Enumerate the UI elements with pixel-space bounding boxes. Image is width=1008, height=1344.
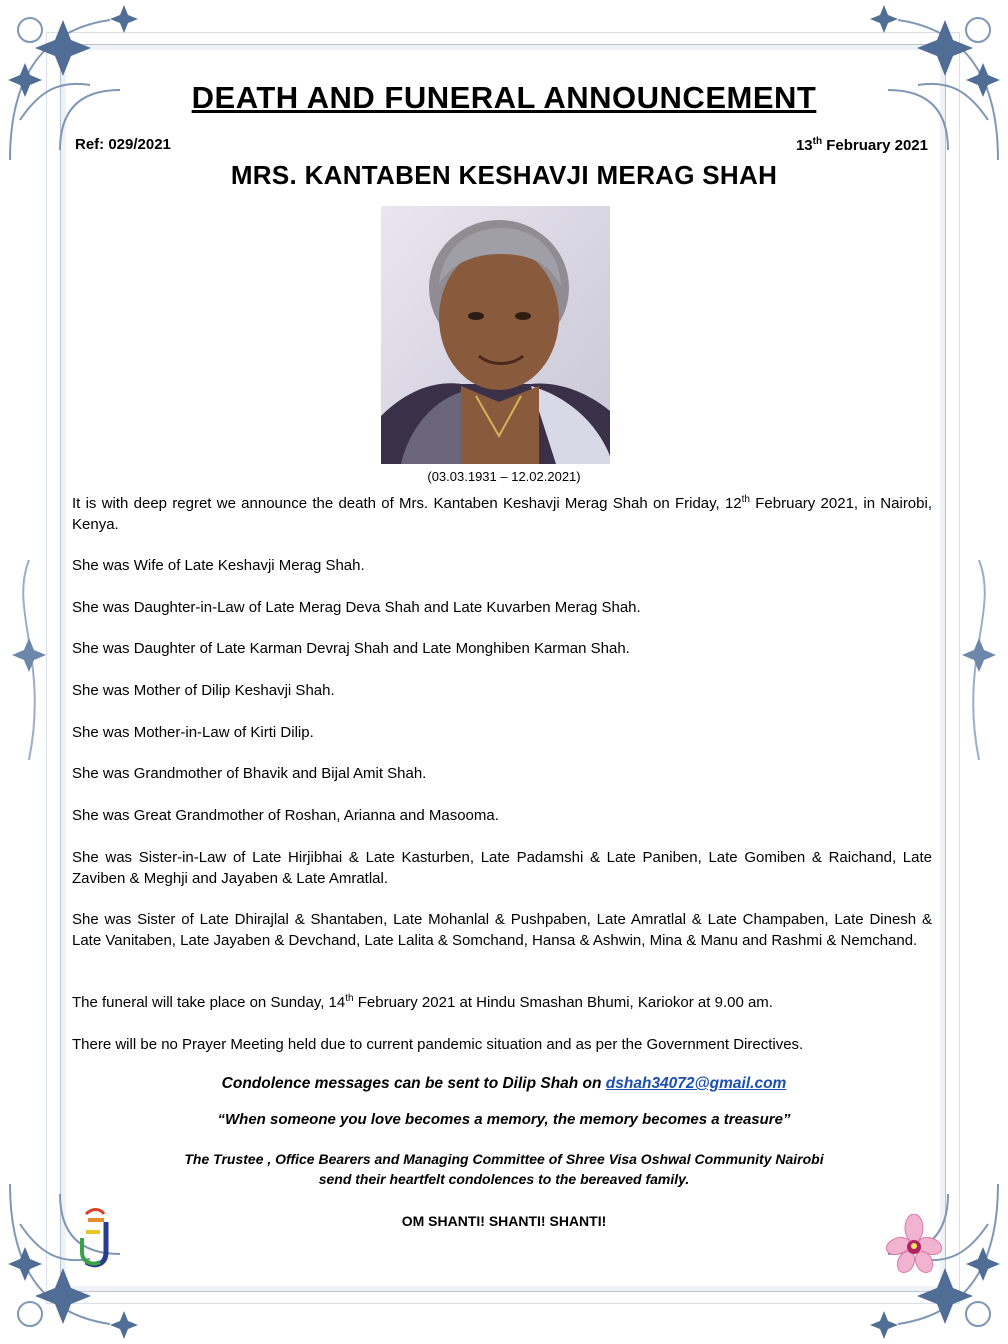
relation-sister-in-law: She was Sister-in-Law of Late Hirjibhai & Late Kasturben, Late Padamshi & Late Paniben, Late Gomiben & Raichand, Late Zaviben & Meghji and Jayaben & Late Amratlal. bbox=[72, 849, 932, 887]
memorial-quote: “When someone you love becomes a memory, the memory becomes a treasure” bbox=[217, 1111, 791, 1128]
relation-sister: She was Sister of Late Dhirajlal & Shantaben, Late Mohanlal & Pushpaben, Late Amratlal & Late Champaben, Late Dinesh & Late Vanitaben, Late Jayaben & Devchand, Late Lalita & Somchand, Hansa & Ashwin, Mina & Manu and Rashmi & Nemchand. bbox=[72, 911, 932, 949]
announcement-paragraph: It is with deep regret we announce the death of Mrs. Kantaben Keshavji Merag Shah on Friday, 12th February 2021, in Nairobi, Kenya. bbox=[72, 494, 932, 533]
relation-daughter: She was Daughter of Late Karman Devraj Shah and Late Monghiben Karman Shah. bbox=[72, 640, 630, 657]
condolence-line: Condolence messages can be sent to Dilip Shah on dshah34072@gmail.com bbox=[221, 1075, 787, 1092]
om-shanti: OM SHANTI! SHANTI! SHANTI! bbox=[401, 1213, 607, 1229]
funeral-details: The funeral will take place on Sunday, 14th February 2021 at Hindu Smashan Bhumi, Kariokor at 9.00 am. bbox=[72, 993, 773, 1011]
deceased-name: MRS. KANTABEN KESHAVJI MERAG SHAH bbox=[230, 160, 778, 190]
relation-great-grandmother: She was Great Grandmother of Roshan, Arianna and Masooma. bbox=[72, 807, 499, 824]
relation-grandmother: She was Grandmother of Bhavik and Bijal Amit Shah. bbox=[72, 765, 427, 782]
floral-side-ornament-right bbox=[954, 560, 1004, 760]
trustee-line-2: send their heartfelt condolences to the bereaved family. bbox=[318, 1171, 690, 1187]
lifespan-dates: (03.03.1931 – 12.02.2021) bbox=[427, 469, 581, 484]
trustee-condolences bbox=[0, 1149, 1008, 1189]
relation-daughter-in-law: She was Daughter-in-Law of Late Merag Deva Shah and Late Kuvarben Merag Shah. bbox=[72, 599, 641, 616]
page-title: DEATH AND FUNERAL ANNOUNCEMENT bbox=[191, 80, 817, 115]
community-logo-icon bbox=[78, 1208, 118, 1272]
floral-side-ornament-left bbox=[4, 560, 54, 760]
relation-mother-in-law: She was Mother-in-Law of Kirti Dilip. bbox=[72, 724, 314, 741]
orchid-flower-icon bbox=[886, 1214, 942, 1274]
prayer-meeting-notice: There will be no Prayer Meeting held due to current pandemic situation and as per the Government Directives. bbox=[72, 1036, 804, 1053]
relation-wife: She was Wife of Late Keshavji Merag Shah. bbox=[72, 557, 365, 574]
reference-number: Ref: 029/2021 bbox=[75, 136, 171, 153]
portrait-photo bbox=[381, 206, 610, 464]
relation-mother: She was Mother of Dilip Keshavji Shah. bbox=[72, 682, 335, 699]
email-link[interactable]: dshah34072@gmail.com bbox=[605, 1075, 787, 1092]
trustee-line-1: The Trustee , Office Bearers and Managing Committee of Shree Visa Oshwal Community Nairobi bbox=[184, 1151, 824, 1167]
announcement-date: 13th February 2021 bbox=[795, 136, 928, 154]
